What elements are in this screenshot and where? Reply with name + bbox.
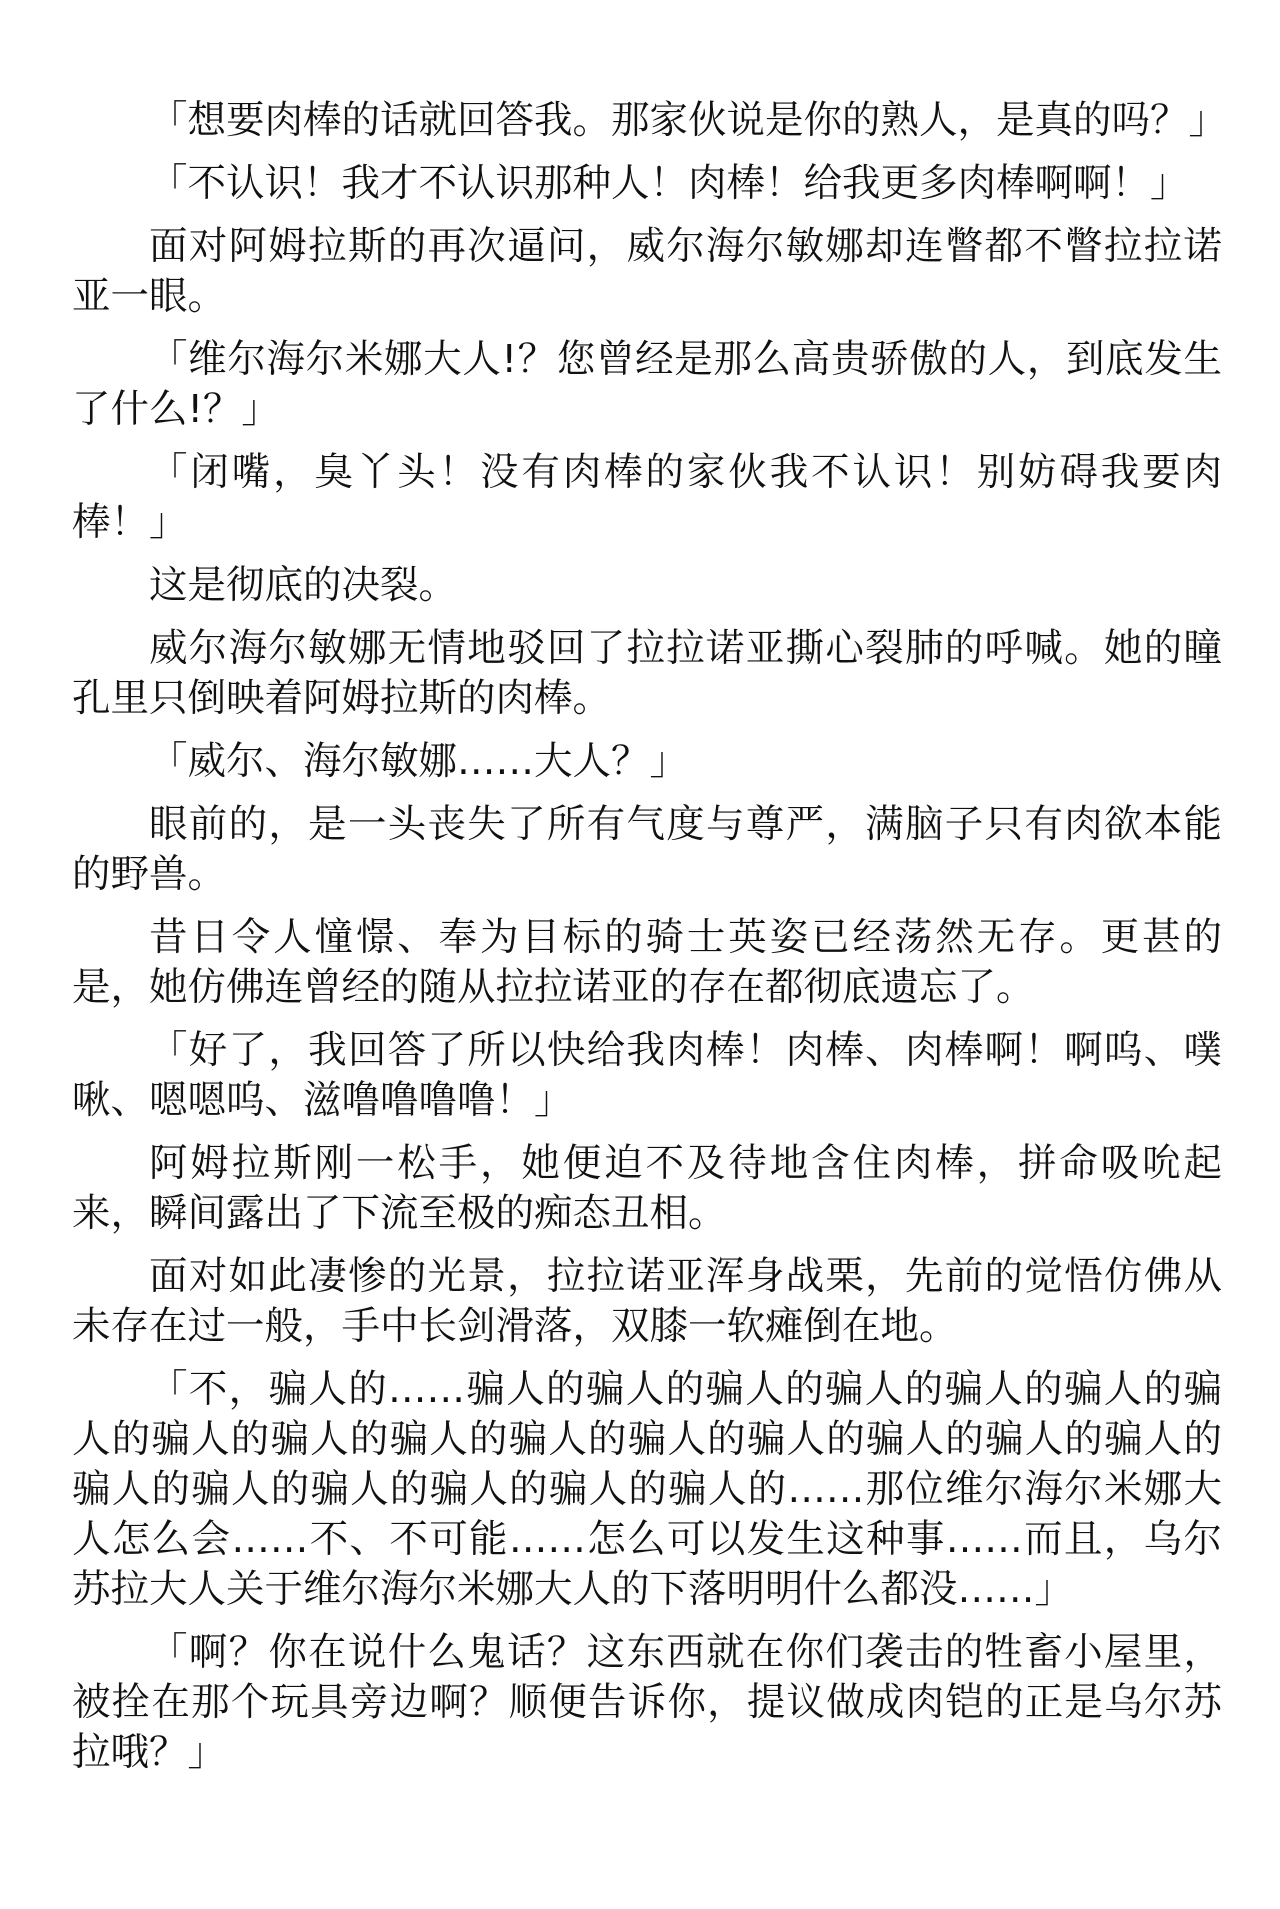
document-page (72, 96, 1228, 1791)
paragraph-8: 「威尔、海尔敏娜……大人？」 (149, 739, 689, 784)
paragraph-13: 面对如此凄惨的光景，拉拉诺亚浑身战栗，先前的觉悟仿佛从未存在过一般，手中长剑滑落，双膝一软瘫倒在地。 (72, 1254, 1222, 1349)
paragraph-5: 「闭嘴，臭丫头！没有肉棒的家伙我不认识！别妨碍我要肉棒！」 (72, 450, 1222, 545)
paragraph-3: 面对阿姆拉斯的再次逼问，威尔海尔敏娜却连瞥都不瞥拉拉诺亚一眼。 (72, 224, 1222, 319)
paragraph-11: 「好了，我回答了所以快给我肉棒！肉棒、肉棒啊！啊呜、噗啾、嗯嗯呜、滋噜噜噜噜！」 (72, 1028, 1222, 1123)
paragraph-4: 「维尔海尔米娜大人!？您曾经是那么高贵骄傲的人，到底发生了什么!？」 (72, 337, 1222, 432)
paragraph-10: 昔日令人憧憬、奉为目标的骑士英姿已经荡然无存。更甚的是，她仿佛连曾经的随从拉拉诺亚的存在都彻底遗忘了。 (72, 915, 1222, 1010)
paragraph-1: 「想要肉棒的话就回答我。那家伙说是你的熟人，是真的吗？」 (149, 98, 1228, 143)
paragraph-2: 「不认识！我才不认识那种人！肉棒！给我更多肉棒啊啊！」 (149, 161, 1189, 206)
paragraph-14: 「不，骗人的……骗人的骗人的骗人的骗人的骗人的骗人的骗人的骗人的骗人的骗人的骗人的骗人的骗人的骗人的骗人的骗人的骗人的骗人的骗人的骗人的骗人的骗人的……那位维尔海尔米娜大人怎么会……不、不可能……怎么可以发生这种事……而且，乌尔苏拉大人关于维尔海尔米娜大人的下落明明什么都没……」 (72, 1367, 1222, 1612)
paragraph-12: 阿姆拉斯刚一松手，她便迫不及待地含住肉棒，拼命吸吮起来，瞬间露出了下流至极的痴态丑相。 (72, 1141, 1222, 1236)
paragraph-9: 眼前的，是一头丧失了所有气度与尊严，满脑子只有肉欲本能的野兽。 (72, 802, 1222, 897)
paragraph-6: 这是彻底的决裂。 (149, 563, 458, 608)
paragraph-7: 威尔海尔敏娜无情地驳回了拉拉诺亚撕心裂肺的呼喊。她的瞳孔里只倒映着阿姆拉斯的肉棒。 (72, 626, 1222, 721)
paragraph-15: 「啊？你在说什么鬼话？这东西就在你们袭击的牲畜小屋里，被拴在那个玩具旁边啊？顺便告诉你，提议做成肉铠的正是乌尔苏拉哦？」 (72, 1630, 1222, 1775)
